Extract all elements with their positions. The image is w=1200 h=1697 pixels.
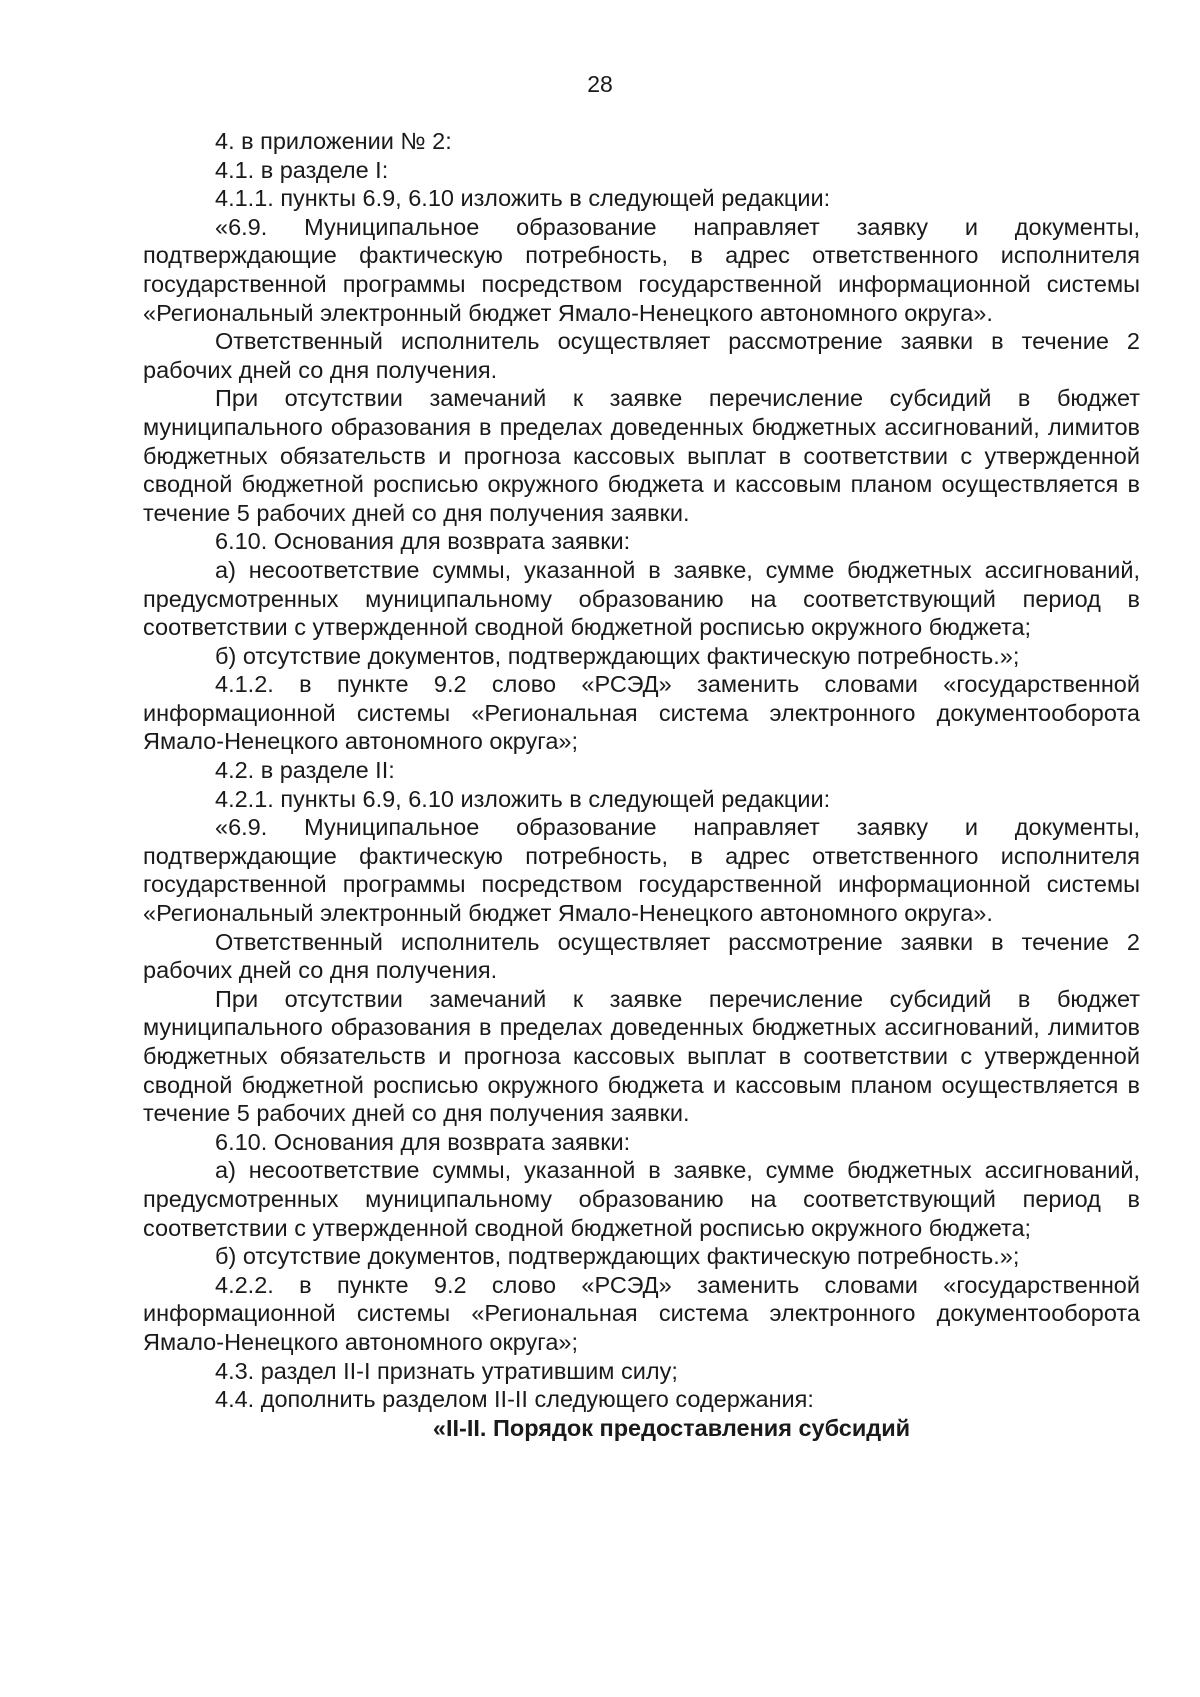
document-body	[143, 127, 1140, 1442]
paragraph: а) несоответствие суммы, указанной в заявке, сумме бюджетных ассигнований, предусмотренных муниципальному образованию на соответствующий период в соответствии с утвержденной сводной бюджетной росписью окружного бюджета;	[143, 556, 1140, 641]
paragraph: При отсутствии замечаний к заявке перечисление субсидий в бюджет муниципального образования в пределах доведенных бюджетных ассигнований, лимитов бюджетных обязательств и прогноза кассовых выплат в соответствии с утвержденной сводной бюджетной росписью окружного бюджета и кассовым планом осуществляется в течение 5 рабочих дней со дня получения заявки.	[143, 985, 1140, 1127]
paragraph: 6.10. Основания для возврата заявки:	[215, 528, 631, 555]
paragraph: 4.1. в разделе I:	[215, 156, 389, 183]
paragraph: 4.2.2. в пункте 9.2 слово «РСЭД» заменить словами «государственной информационной системы «Региональная система электронного документооборота Ямало-Ненецкого автономного округа»;	[143, 1271, 1140, 1355]
paragraph: Ответственный исполнитель осуществляет рассмотрение заявки в течение 2 рабочих дней со дня получения.	[143, 928, 1140, 984]
paragraph: а) несоответствие суммы, указанной в заявке, сумме бюджетных ассигнований, предусмотренных муниципальному образованию на соответствующий период в соответствии с утвержденной сводной бюджетной росписью окружного бюджета;	[143, 1157, 1140, 1241]
paragraph: 6.10. Основания для возврата заявки:	[215, 1128, 631, 1155]
paragraph: б) отсутствие документов, подтверждающих фактическую потребность.»;	[215, 1243, 1020, 1270]
paragraph: 4.2. в разделе II:	[215, 757, 395, 784]
paragraph: б) отсутствие документов, подтверждающих фактическую потребность.»;	[215, 642, 1020, 669]
paragraph: 4. в приложении № 2:	[215, 128, 452, 154]
page-number: 28	[587, 71, 613, 97]
paragraph: 4.3. раздел II-I признать утратившим силу;	[215, 1357, 678, 1384]
paragraph: 4.4. дополнить разделом II-II следующего содержания:	[215, 1386, 814, 1413]
paragraph: «6.9. Муниципальное образование направляет заявку и документы, подтверждающие фактическую потребность, в адрес ответственного исполнителя государственной программы посредством государственной информационной системы «Региональный электронный бюджет Ямало-Ненецкого автономного округа».	[143, 814, 1140, 927]
paragraph: Ответственный исполнитель осуществляет рассмотрение заявки в течение 2 рабочих дней со дня получения.	[143, 328, 1140, 383]
paragraph: При отсутствии замечаний к заявке перечисление субсидий в бюджет муниципального образования в пределах доведенных бюджетных ассигнований, лимитов бюджетных обязательств и прогноза кассовых выплат в соответствии с утвержденной сводной бюджетной росписью окружного бюджета и кассовым планом осуществляется в течение 5 рабочих дней со дня получения заявки.	[143, 385, 1140, 526]
paragraph: 4.1.1. пункты 6.9, 6.10 изложить в следующей редакции:	[215, 185, 831, 212]
paragraph: 4.2.1. пункты 6.9, 6.10 изложить в следующей редакции:	[215, 785, 831, 812]
section-heading: «II-II. Порядок предоставления субсидий	[432, 1414, 911, 1441]
paragraph: 4.1.2. в пункте 9.2 слово «РСЭД» заменить словами «государственной информационной системы «Региональная система электронного документооборота Ямало-Ненецкого автономного округа»;	[143, 671, 1140, 755]
paragraph: «6.9. Муниципальное образование направляет заявку и документы, подтверждающие фактическую потребность, в адрес ответственного исполнителя государственной программы посредством государственной информационной системы «Региональный электронный бюджет Ямало-Ненецкого автономного округа».	[143, 213, 1140, 326]
